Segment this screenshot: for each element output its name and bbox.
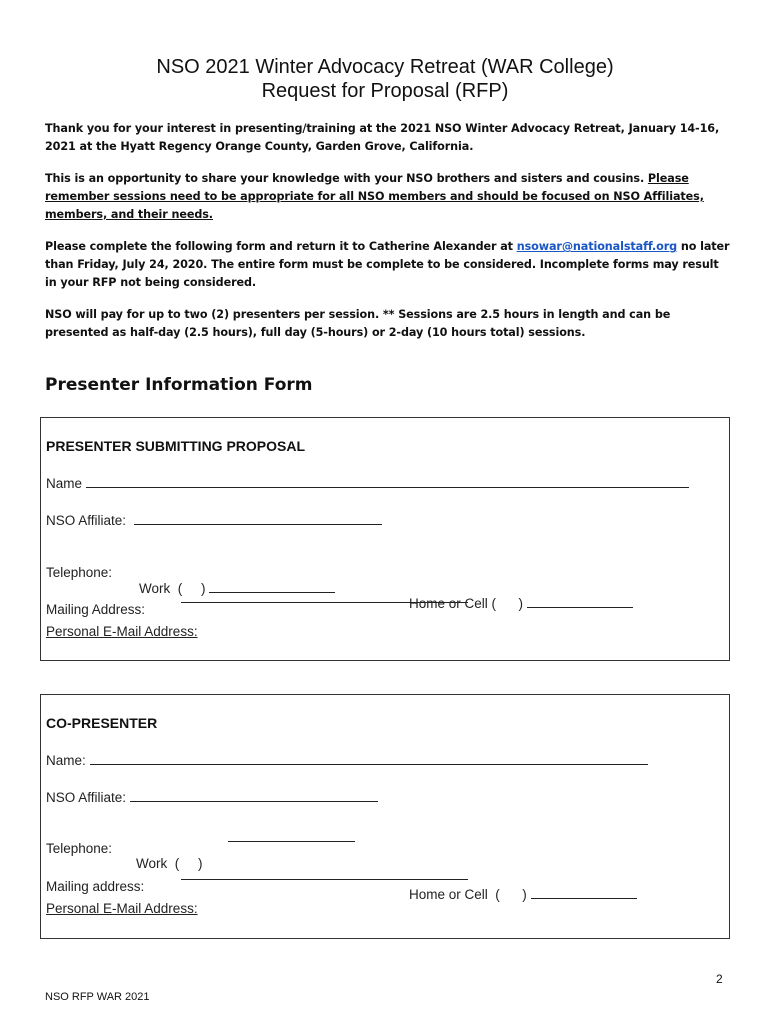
deadline-text: no later than Friday, July 24, 2020. The entire form must be complete to be considered. Incomplete forms may result in your RFP not being considered. bbox=[45, 240, 730, 289]
copresenter-telephone-label: Telephone: bbox=[46, 841, 113, 856]
copresenter-affiliate-label: NSO Affiliate: bbox=[46, 790, 130, 805]
copresenter-work-label: Work ( ) bbox=[136, 856, 203, 871]
copresenter-affiliate-row bbox=[46, 789, 378, 805]
presenter-affiliate-label: NSO Affiliate: bbox=[46, 513, 134, 528]
document-subtitle: Request for Proposal (RFP) bbox=[261, 80, 509, 102]
intro-paragraph-instructions bbox=[45, 238, 730, 292]
instructions-text: Please complete the following form and return it to Catherine Alexander at bbox=[45, 240, 517, 253]
copresenter-home-label: Home or Cell ( ) bbox=[409, 887, 531, 902]
document-title: NSO 2021 Winter Advocacy Retreat (WAR College) bbox=[156, 56, 614, 78]
presenter-work-label: Work ( ) bbox=[139, 581, 210, 596]
presenter-mailing-field[interactable] bbox=[181, 590, 468, 603]
copresenter-mailing-field[interactable] bbox=[181, 867, 468, 880]
presenter-mailing-label: Mailing Address: bbox=[46, 602, 146, 617]
intro-paragraph-opportunity bbox=[45, 170, 730, 224]
opportunity-text: This is an opportunity to share your knowledge with your NSO brothers and sisters and cousins. bbox=[45, 172, 648, 185]
copresenter-name-label: Name: bbox=[46, 753, 90, 768]
footer-label: NSO RFP WAR 2021 bbox=[45, 991, 150, 1003]
presenter-section-title: PRESENTER SUBMITTING PROPOSAL bbox=[46, 438, 306, 454]
copresenter-mailing-label: Mailing address: bbox=[46, 879, 145, 894]
presenter-affiliate-field[interactable] bbox=[134, 512, 382, 525]
copresenter-email-label[interactable]: Personal E-Mail Address: bbox=[46, 901, 198, 916]
presenter-home-label: Home or Cell ( ) bbox=[409, 596, 527, 611]
copresenter-section-title: CO-PRESENTER bbox=[46, 715, 158, 731]
intro-paragraph-thanks: Thank you for your interest in presenting/training at the 2021 NSO Winter Advocacy Retreat, January 14-16, 2021 at the Hyatt Regency Orange County, Garden Grove, California. bbox=[45, 122, 720, 153]
copresenter-name-field[interactable] bbox=[90, 752, 648, 765]
copresenter-name-row bbox=[46, 752, 648, 768]
page-number: 2 bbox=[716, 972, 723, 986]
presenter-section bbox=[40, 417, 730, 661]
form-heading: Presenter Information Form bbox=[45, 375, 313, 395]
appropriateness-note: Please remember sessions need to be appropriate for all NSO members and should be focused on NSO Affiliates, members, and their needs. bbox=[45, 172, 704, 221]
presenter-telephone-label: Telephone: bbox=[46, 565, 113, 580]
copresenter-home-phone-row bbox=[409, 886, 637, 902]
copresenter-section bbox=[40, 694, 730, 939]
email-link[interactable]: nsowar@nationalstaff.org bbox=[516, 240, 678, 253]
presenter-name-label: Name bbox=[46, 476, 86, 491]
presenter-email-label[interactable]: Personal E-Mail Address: bbox=[46, 624, 198, 639]
intro-paragraph-payment: NSO will pay for up to two (2) presenters per session. ** Sessions are 2.5 hours in length and can be presented as half-day (2.5 hours), full day (5-hours) or 2-day (10 hours total) sessions. bbox=[45, 308, 671, 339]
presenter-affiliate-row bbox=[46, 512, 382, 528]
copresenter-work-phone-field[interactable] bbox=[228, 829, 355, 842]
copresenter-home-phone-field[interactable] bbox=[531, 886, 637, 899]
presenter-home-phone-field[interactable] bbox=[527, 595, 633, 608]
presenter-name-row bbox=[46, 475, 689, 491]
copresenter-affiliate-field[interactable] bbox=[130, 789, 378, 802]
presenter-name-field[interactable] bbox=[86, 475, 689, 488]
